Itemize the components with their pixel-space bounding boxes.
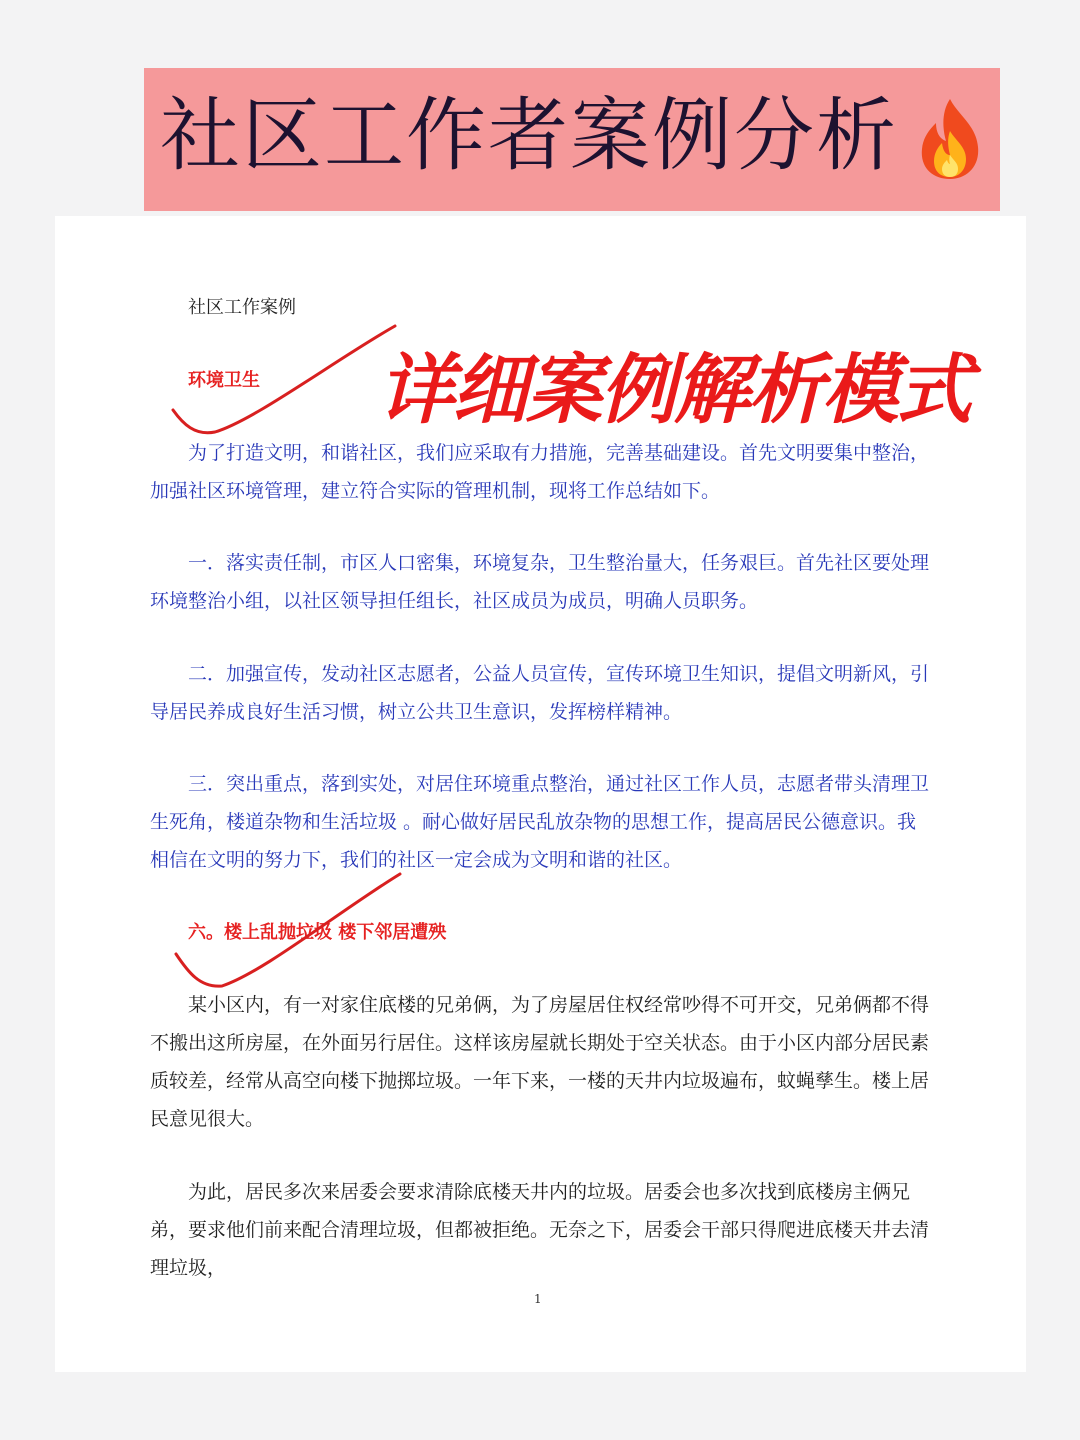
checkmark-icon	[165, 320, 405, 450]
checkmark-icon	[168, 868, 408, 998]
paragraph: 为此，居民多次来居委会要求清除底楼天井内的垃圾。居委会也多次找到底楼房主俩兄弟，要求他们前来配合清理垃圾，但都被拒绝。无奈之下，居委会干部只得爬进底楼天井去清理垃圾，	[150, 1181, 930, 1279]
section-heading-environment: 环境卫生	[188, 370, 260, 391]
paragraph: 为了打造文明，和谐社区，我们应采取有力措施，完善基础建设。首先文明要集中整治，加强社区环境管理，建立符合实际的管理机制，现将工作总结如下。	[150, 442, 930, 502]
paragraph: 三．突出重点，落到实处，对居住环境重点整治，通过社区工作人员，志愿者带头清理卫生死角，楼道杂物和生活垃圾 。耐心做好居民乱放杂物的思想工作，提高居民公德意识。我相信在文明的努力下，我们的社区一定会成为文明和谐的社区。	[150, 773, 930, 871]
page-number: 1	[534, 1292, 542, 1306]
paragraph: 一．落实责任制，市区人口密集，环境复杂，卫生整治量大，任务艰巨。首先社区要处理环境整治小组，以社区领导担任组长，社区成员为成员，明确人员职务。	[150, 552, 930, 612]
banner-title: 社区工作者案例分析	[160, 89, 898, 182]
section-heading-case: 六。楼上乱抛垃圾 楼下邻居遭殃	[188, 922, 447, 943]
fire-icon	[912, 95, 988, 181]
stamp-overlay: 详细案例解析模式	[378, 345, 970, 434]
paragraph: 二．加强宣传，发动社区志愿者，公益人员宣传，宣传环境卫生知识，提倡文明新风，引导居民养成良好生活习惯，树立公共卫生意识，发挥榜样精神。	[150, 663, 930, 723]
document-heading: 社区工作案例	[188, 297, 296, 318]
paragraph: 某小区内，有一对家住底楼的兄弟俩，为了房屋居住权经常吵得不可开交，兄弟俩都不得不搬出这所房屋，在外面另行居住。这样该房屋就长期处于空关状态。由于小区内部分居民素质较差，经常从高空向楼下抛掷垃圾。一年下来，一楼的天井内垃圾遍布，蚊蝇孳生。楼上居民意见很大。	[150, 994, 930, 1130]
